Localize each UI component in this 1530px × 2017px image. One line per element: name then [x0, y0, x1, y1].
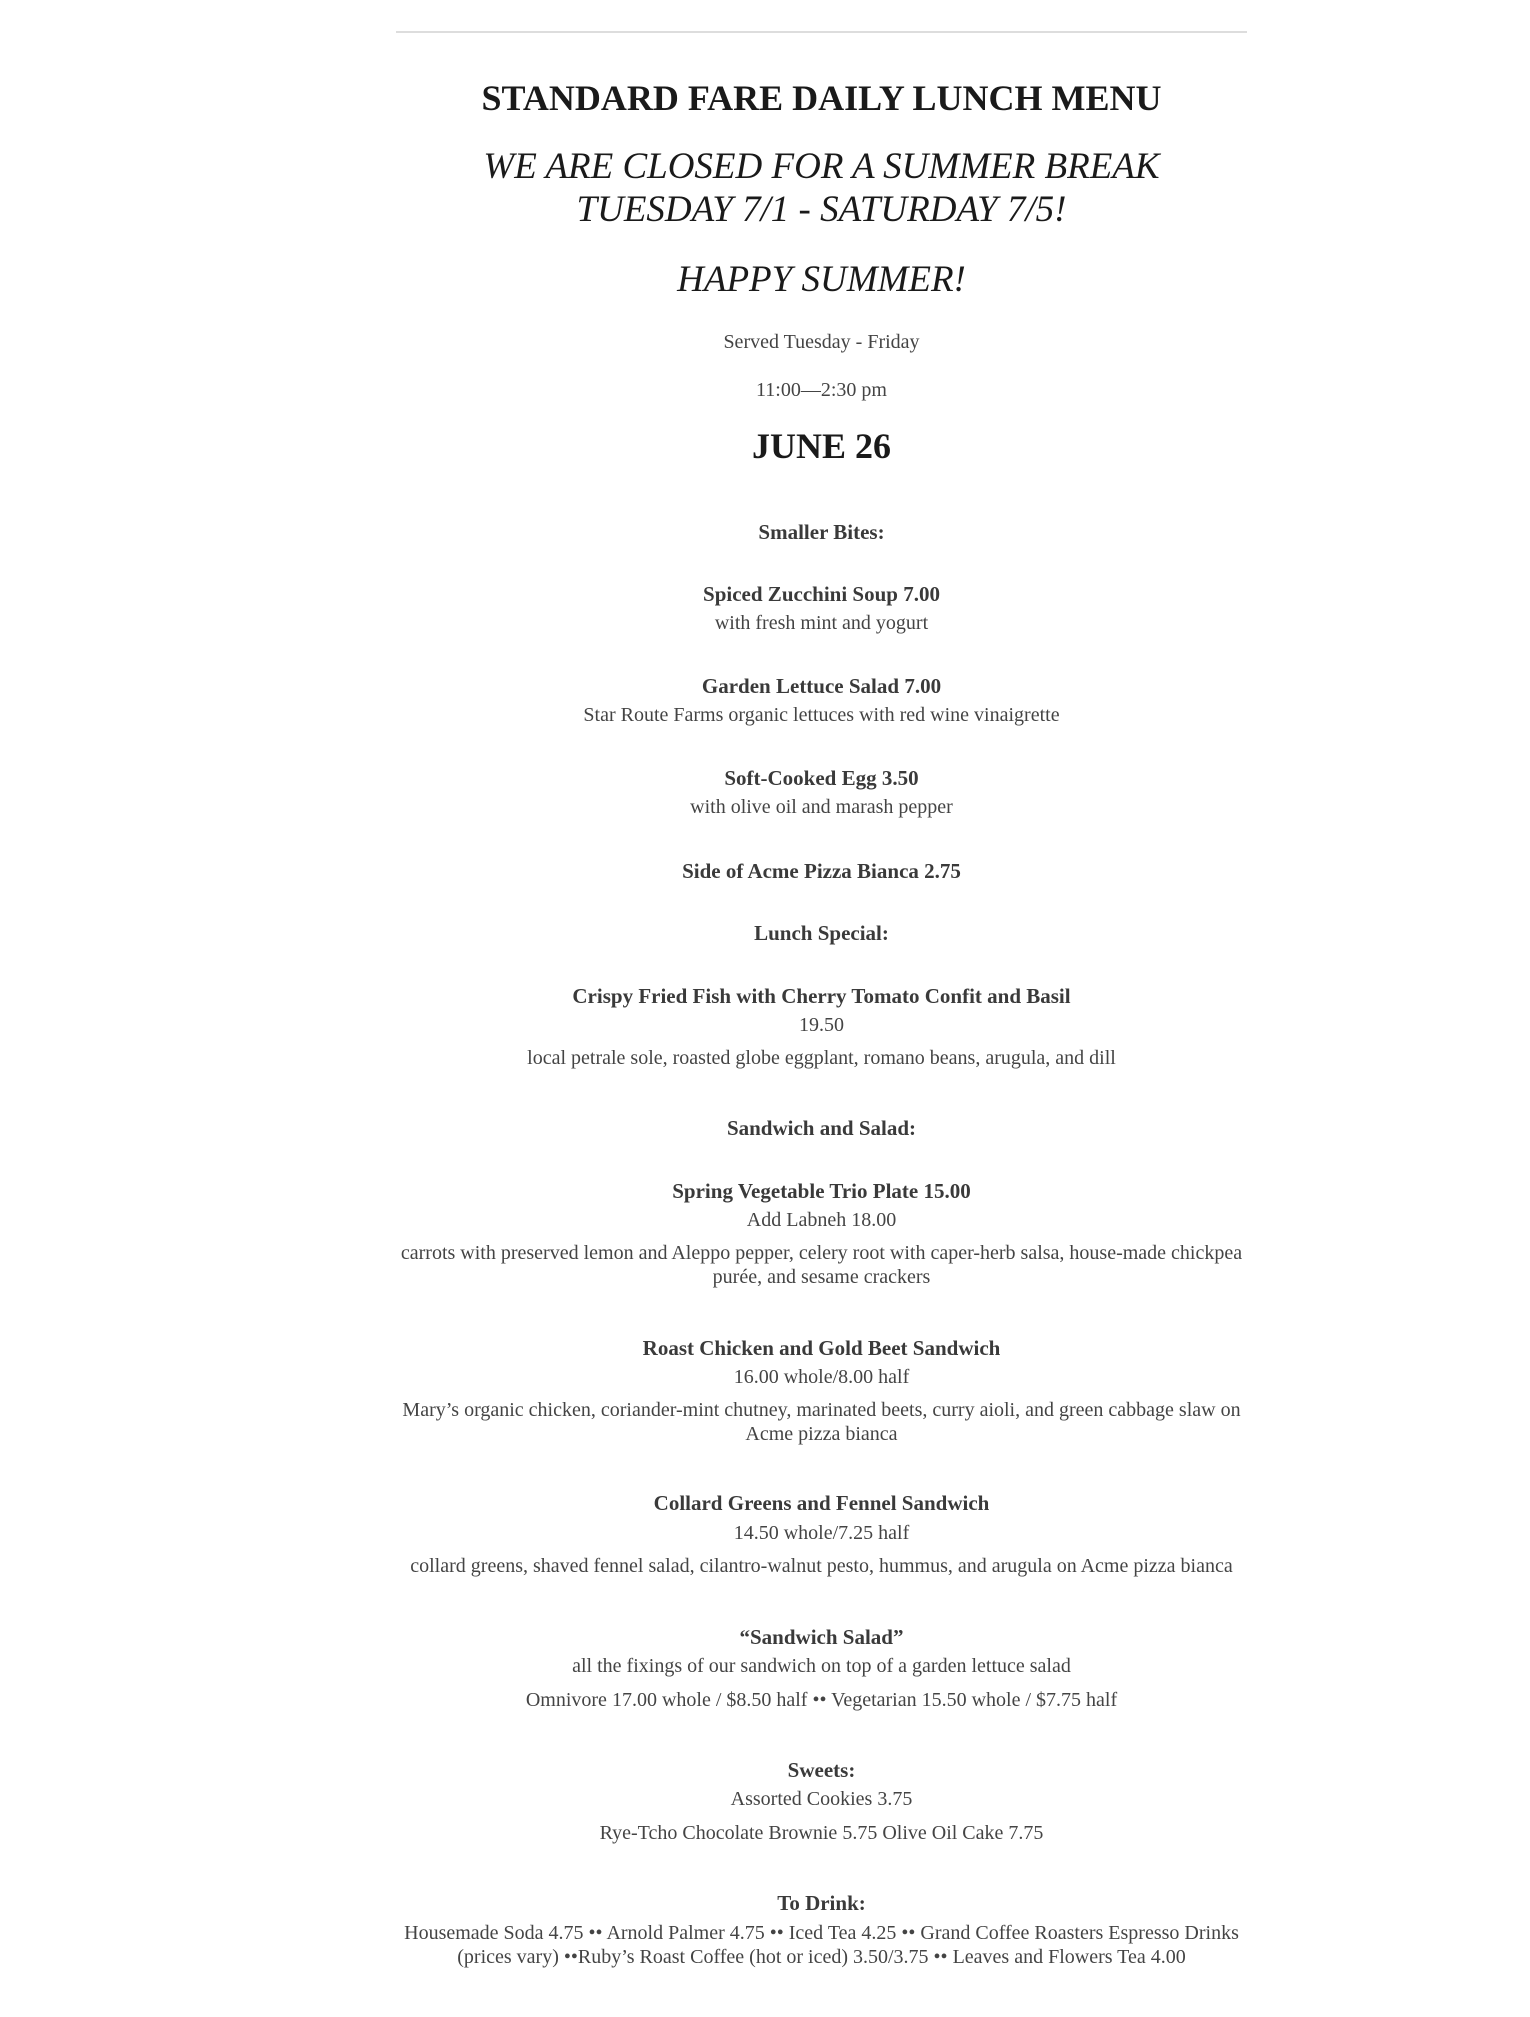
section-heading-sandwich-salad: Sandwich and Salad: [726, 1116, 917, 1140]
sweets-line: Assorted Cookies 3.75 [730, 1788, 913, 1810]
menu-item-name: Garden Lettuce Salad 7.00 [701, 674, 942, 698]
closure-notice-line2: TUESDAY 7/1 - SATURDAY 7/5! [576, 189, 1067, 230]
greeting: HAPPY SUMMER! [677, 259, 966, 300]
menu-item-name: “Sandwich Salad” [739, 1625, 904, 1649]
menu-item-desc: carrots with preserved lemon and Aleppo pepper, celery root with caper-herb salsa, house-made chickpea purée, and sesame crackers [400, 1242, 1243, 1288]
hours: 11:00—2:30 pm [756, 379, 887, 401]
menu-date: JUNE 26 [751, 426, 891, 466]
menu-item-desc: Star Route Farms organic lettuces with red wine vinaigrette [583, 704, 1060, 726]
drinks-list: Housemade Soda 4.75 •• Arnold Palmer 4.75 •• Iced Tea 4.25 •• Grand Coffee Roasters Espresso Drinks (prices vary) ••Ruby’s Roast Coffee (hot or iced) 3.50/3.75 •• Leaves and Flowers Tea 4.00 [404, 1922, 1239, 1968]
menu-item-price: Omnivore 17.00 whole / $8.50 half •• Vegetarian 15.50 whole / $7.75 half [525, 1689, 1118, 1711]
served-days: Served Tuesday - Friday [723, 331, 920, 353]
closure-notice-line1: WE ARE CLOSED FOR A SUMMER BREAK [483, 146, 1160, 187]
top-divider [396, 31, 1247, 33]
menu-item-name: Soft-Cooked Egg 3.50 [724, 766, 919, 790]
menu-item-desc: local petrale sole, roasted globe eggplant, romano beans, arugula, and dill [527, 1047, 1116, 1069]
section-heading-drinks: To Drink: [777, 1891, 866, 1915]
menu-item-desc: Mary’s organic chicken, coriander-mint chutney, marinated beets, curry aioli, and green cabbage slaw on Acme pizza bianca [402, 1399, 1241, 1445]
menu-item-desc: with olive oil and marash pepper [690, 796, 953, 818]
section-heading-sweets: Sweets: [787, 1758, 856, 1782]
menu-item-desc: collard greens, shaved fennel salad, cilantro-walnut pesto, hummus, and arugula on Acme pizza bianca [410, 1555, 1233, 1577]
section-heading-lunch-special: Lunch Special: [754, 921, 889, 945]
menu-item-desc: all the fixings of our sandwich on top of a garden lettuce salad [572, 1655, 1071, 1677]
menu-item-desc: with fresh mint and yogurt [714, 612, 929, 634]
menu-item-price: Add Labneh 18.00 [746, 1209, 897, 1231]
menu-item-price: 19.50 [799, 1014, 844, 1036]
page-title: STANDARD FARE DAILY LUNCH MENU [481, 78, 1162, 118]
menu-item-name: Crispy Fried Fish with Cherry Tomato Confit and Basil [572, 984, 1071, 1008]
menu-item-name: Collard Greens and Fennel Sandwich [653, 1491, 990, 1515]
menu-item-name: Spring Vegetable Trio Plate 15.00 [672, 1179, 971, 1203]
menu-item-price: 14.50 whole/7.25 half [733, 1522, 910, 1544]
menu-item-name: Roast Chicken and Gold Beet Sandwich [642, 1336, 1001, 1360]
sweets-line: Rye-Tcho Chocolate Brownie 5.75 Olive Oil Cake 7.75 [599, 1822, 1044, 1844]
section-heading-smaller-bites: Smaller Bites: [758, 520, 885, 544]
menu-item-name: Side of Acme Pizza Bianca 2.75 [682, 859, 961, 883]
menu-item-price: 16.00 whole/8.00 half [733, 1366, 910, 1388]
menu-item-name: Spiced Zucchini Soup 7.00 [703, 582, 940, 606]
